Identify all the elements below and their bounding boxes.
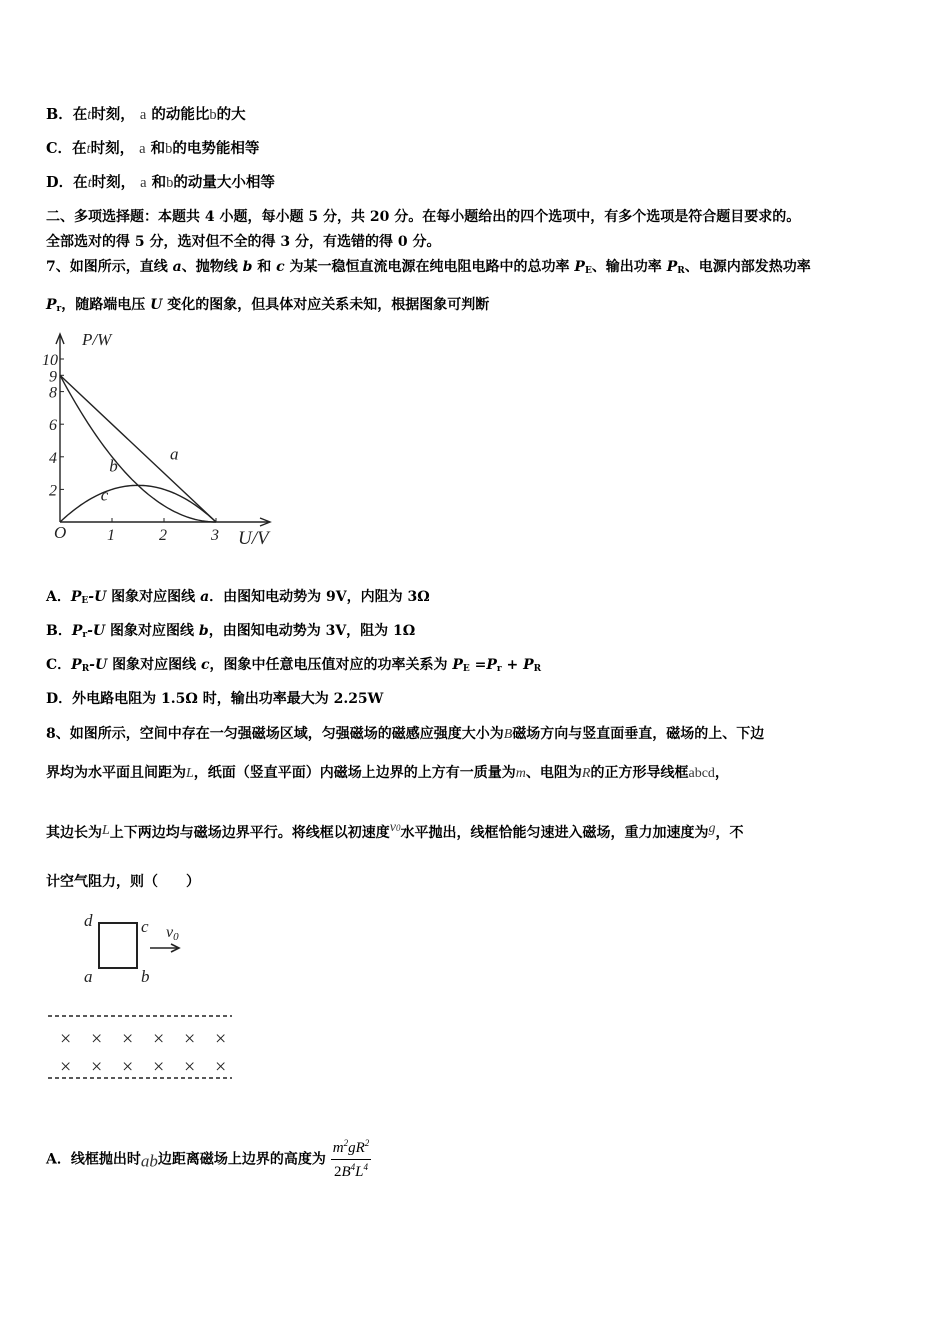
wire-frame — [99, 923, 137, 968]
q8-stem-line4: 计空气阻力，则（ ） — [46, 874, 200, 890]
y-tick-label: 8 — [49, 384, 57, 402]
q8-stem-line3: 其边长为L上下两边均与磁场边界平行。将线框以初速度v0水平抛出，线框恰能匀速进入磁场，重力加速度为g，不 — [46, 820, 744, 841]
x-axis-label: U/V — [238, 528, 269, 549]
y-tick-label: 2 — [49, 482, 57, 500]
corner-d: d — [84, 911, 93, 930]
y-tick-label: 4 — [49, 449, 57, 467]
q7-option-d: D．外电路电阻为 1.5Ω 时，输出功率最大为 2.25W — [46, 691, 384, 707]
field-cross: × — [91, 1056, 103, 1078]
q8-stem-line2: 界均为水平面且间距为L，纸面（竖直平面）内磁场上边界的上方有一质量为m、电阻为R的正方形导线框abcd， — [46, 765, 729, 781]
velocity-label: v0 — [166, 924, 179, 943]
field-cross: × — [153, 1028, 165, 1050]
field-cross: × — [184, 1056, 196, 1078]
section2-heading-line2: 全部选对的得 5 分，选对但不全的得 3 分，有选错的得 0 分。 — [46, 234, 441, 250]
field-cross: × — [60, 1056, 72, 1078]
field-cross: × — [122, 1056, 134, 1078]
q7-option-c: C．$P_R-U$ 图象对应图线 c，图象中任意电压值对应的功率关系为 $P_E =P_r + P_R$ — [46, 657, 542, 674]
series-label-c: c — [100, 485, 109, 505]
q8-stem-line1: 8、如图所示，空间中存在一匀强磁场区域，匀强磁场的磁感应强度大小为B磁场方向与竖直面垂直，磁场的上、下边 — [46, 726, 765, 742]
q7-stem-line1: 7、如图所示，直线 a、抛物线 b 和 c 为某一稳恒直流电源在纯电阻电路中的总功率 $P_E$、输出功率 $P_R$、电源内部发热功率 — [46, 259, 811, 276]
height-fraction: $\frac{m^2gR^2}{2B^4L^4}$ — [332, 1138, 370, 1180]
y-axis-label: P/W — [82, 330, 112, 349]
field-cross: × — [215, 1056, 227, 1078]
field-cross: × — [153, 1056, 165, 1078]
series-label-b: b — [109, 456, 118, 476]
q6-option-c: C．在t时刻， a 和b的电势能相等 — [46, 140, 260, 157]
series-label-a: a — [170, 444, 179, 464]
q6-option-b: B．在t时刻， a 的动能比b的大 — [46, 106, 246, 123]
q7-option-b: B．$P_r-U$ 图象对应图线 b，由图知电动势为 3V，阻为 1Ω — [46, 623, 416, 640]
origin-label: O — [54, 523, 67, 542]
x-tick-label: 2 — [159, 527, 167, 544]
field-cross: × — [91, 1028, 103, 1050]
q6-option-d: D．在t时刻， a 和b的动量大小相等 — [46, 174, 275, 191]
series-line-c — [60, 485, 216, 522]
corner-a: a — [84, 967, 93, 986]
corner-c: c — [141, 917, 149, 936]
field-cross: × — [122, 1028, 134, 1050]
field-cross: × — [215, 1028, 227, 1050]
corner-b: b — [141, 967, 150, 986]
section2-heading-line1: 二、多项选择题：本题共 4 小题，每小题 5 分，共 20 分。在每小题给出的四个选项中，有多个选项是符合题目要求的。 — [46, 209, 801, 225]
q7-stem-line2: $P_r$，随路端电压 U 变化的图象，但具体对应关系未知，根据图象可判断 — [46, 297, 490, 314]
y-tick-label: 9 — [49, 368, 57, 386]
y-tick-label: 10 — [42, 352, 58, 369]
magnetic-field-figure — [40, 906, 240, 1086]
x-tick-label: 1 — [107, 527, 115, 544]
field-cross: × — [184, 1028, 196, 1050]
q7-option-a: A．$P_E-U$ 图象对应图线 a．由图知电动势为 9V，内阻为 3Ω — [46, 589, 430, 606]
series-line-a — [60, 375, 216, 522]
y-tick-label: 6 — [49, 417, 57, 435]
field-cross: × — [60, 1028, 72, 1050]
q8-option-a: A．线框抛出时ab边距离磁场上边界的高度为 $\frac{m^2gR^2}{2B^4L^4}$ — [46, 1138, 370, 1180]
x-tick-label: 3 — [211, 527, 219, 544]
power-voltage-chart — [40, 326, 290, 556]
